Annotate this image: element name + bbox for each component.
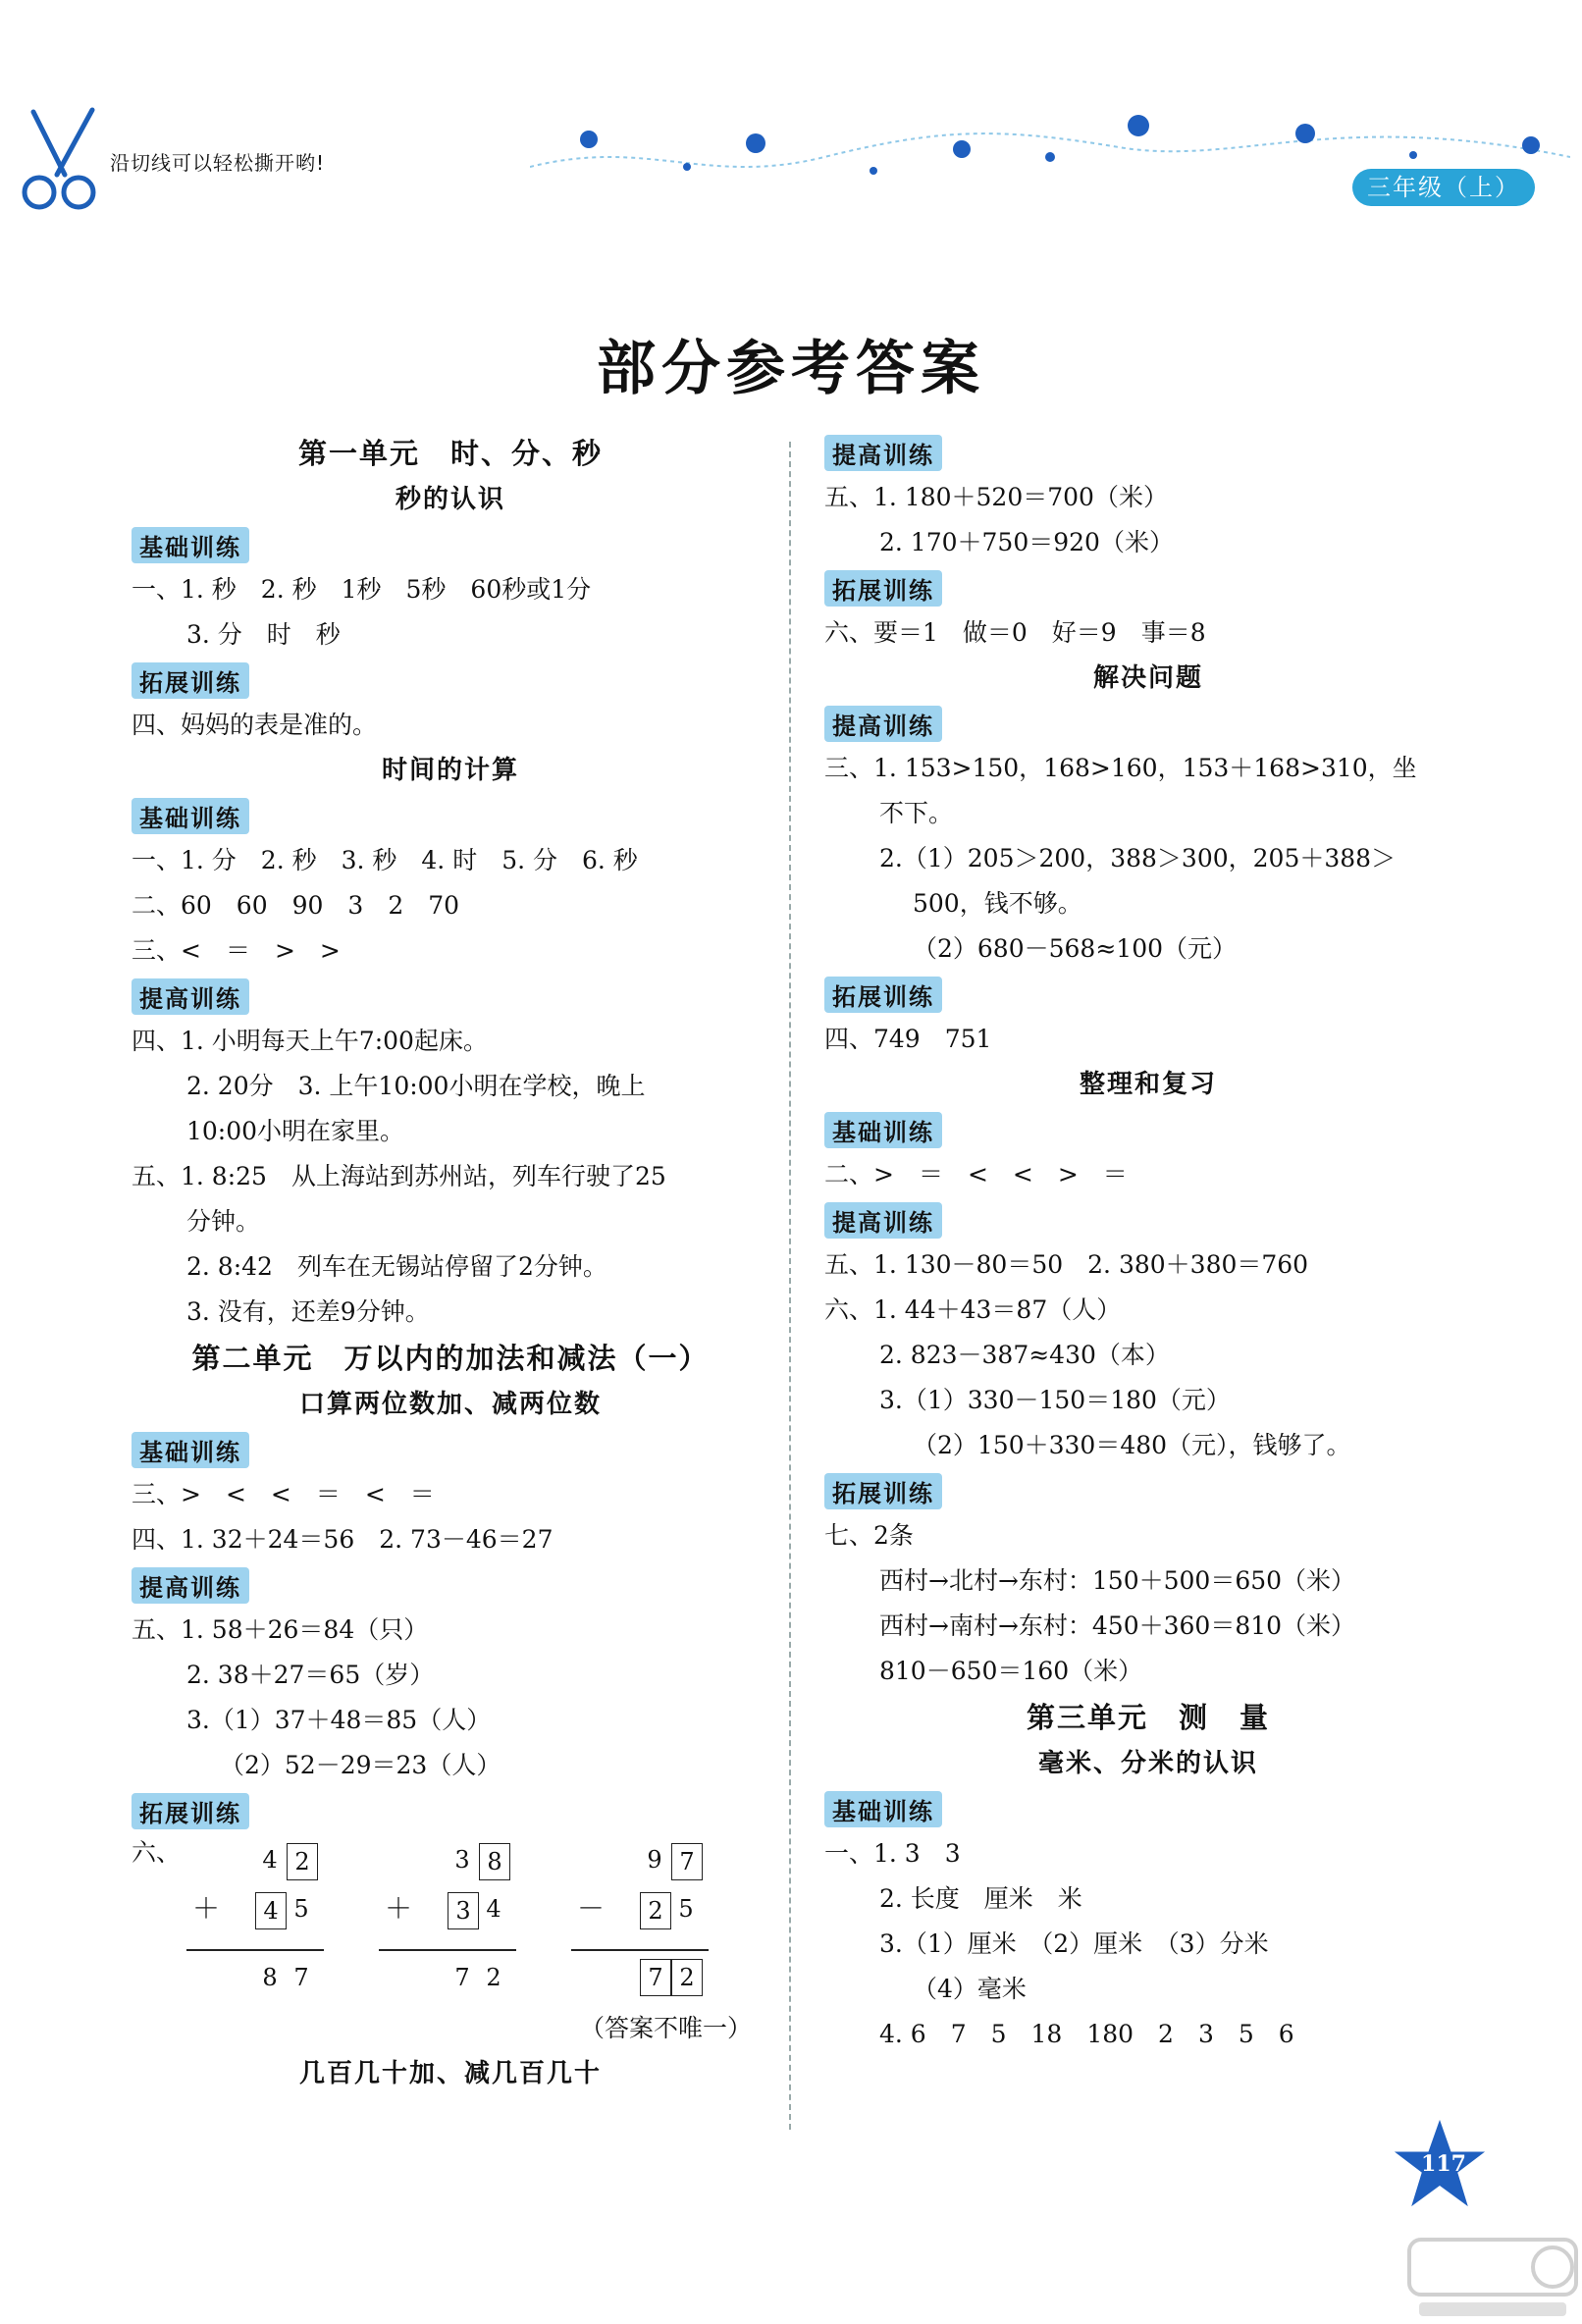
answer-line: 810－650＝160（米） xyxy=(879,1657,1143,1685)
answer-line: 分钟。 xyxy=(186,1207,261,1236)
digit: 3 xyxy=(454,1846,470,1874)
vertical-problem xyxy=(571,1843,709,2010)
note: （答案不唯一） xyxy=(579,2014,752,2042)
answer-line: 四、1. 32＋24＝56 2. 73－46＝27 xyxy=(132,1525,554,1554)
answer-line: 3. 没有，还差9分钟。 xyxy=(186,1297,430,1326)
difference-line xyxy=(571,1949,709,1951)
vertical-problem xyxy=(379,1843,516,2010)
left-column xyxy=(132,430,769,2096)
answer-line: 一、1. 分 2. 秒 3. 秒 4. 时 5. 分 6. 秒 xyxy=(132,846,638,874)
answer-line: （4）毫米 xyxy=(913,1975,1027,2003)
exercise-tag: 拓展训练 xyxy=(824,1473,942,1509)
tear-hint: 沿切线可以轻松撕开哟! xyxy=(110,151,326,175)
exercise-tag: 拓展训练 xyxy=(132,1793,249,1829)
exercise-tag: 提高训练 xyxy=(132,1567,249,1604)
digit: 4 xyxy=(486,1895,501,1923)
answer-line: 2. 8:42 列车在无锡站停留了2分钟。 xyxy=(186,1252,607,1281)
answer-line: 六、要＝1 做＝0 好＝9 事＝8 xyxy=(824,618,1206,647)
answer-line: 三、1. 153>150，168>160，153＋168>310，坐 xyxy=(824,754,1417,782)
operator: ＋ xyxy=(192,1892,221,1925)
section-heading: 时间的计算 xyxy=(381,756,519,785)
exercise-tag: 拓展训练 xyxy=(824,977,942,1013)
answer-line: 六、1. 44＋43＝87（人） xyxy=(824,1295,1122,1324)
answer-line: 3.（1）330－150＝180（元） xyxy=(879,1386,1231,1414)
page-number: 117 xyxy=(1421,2151,1466,2177)
answer-line: 四、1. 小明每天上午7:00起床。 xyxy=(132,1027,488,1055)
answer-line: 三、> < < ＝ < ＝ xyxy=(132,1480,435,1508)
digit: 7 xyxy=(293,1964,309,1991)
section-heading: 毫米、分米的认识 xyxy=(1037,1749,1258,1778)
answer-line: 七、2条 xyxy=(824,1521,914,1550)
answer-line: （2）150＋330＝480（元），钱够了。 xyxy=(913,1431,1351,1459)
answer-line: 五、1. 130－80＝50 2. 380＋380＝760 xyxy=(824,1250,1309,1279)
exercise-tag: 提高训练 xyxy=(824,706,942,742)
right-column xyxy=(824,430,1472,2057)
digit: 5 xyxy=(293,1895,309,1923)
digit: 9 xyxy=(647,1846,662,1874)
answer-line: 2. 823－387≈430（本） xyxy=(879,1341,1170,1369)
exercise-tag: 提高训练 xyxy=(824,1202,942,1239)
sum-line xyxy=(379,1949,516,1951)
answer-line: 3.（1）厘米 （2）厘米 （3）分米 xyxy=(879,1929,1269,1958)
answer-line: 四、妈妈的表是准的。 xyxy=(132,711,378,739)
answer-line: 二、60 60 90 3 2 70 xyxy=(132,891,460,920)
answer-line: 10:00小明在家里。 xyxy=(186,1117,405,1145)
digit-box: 7 xyxy=(671,1843,703,1880)
vertical-problem xyxy=(186,1843,324,2010)
digit-box: 2 xyxy=(671,1959,703,1996)
answer-line: 2. 170＋750＝920（米） xyxy=(879,528,1174,556)
sum-line xyxy=(186,1949,324,1951)
answer-line: 五、1. 58＋26＝84（只） xyxy=(132,1615,429,1644)
exercise-tag: 提高训练 xyxy=(132,978,249,1015)
answer-line: 五、1. 8:25 从上海站到苏州站，列车行驶了25 xyxy=(132,1162,666,1190)
grade-badge: 三年级（上） xyxy=(1352,169,1535,206)
answer-line: 不下。 xyxy=(879,799,954,827)
answer-line: 四、749 751 xyxy=(824,1025,992,1053)
answer-line: 一、1. 3 3 xyxy=(824,1839,961,1868)
unit-heading: 第三单元 测 量 xyxy=(1026,1701,1270,1734)
answer-line: 4. 6 7 5 18 180 2 3 5 6 xyxy=(879,2020,1294,2048)
answer-line: 三、< ＝ > > xyxy=(132,936,341,965)
digit: 7 xyxy=(454,1964,470,1991)
vertical-arithmetic-block xyxy=(132,1833,769,2006)
answer-line: 2. 20分 3. 上午10:00小明在学校，晚上 xyxy=(186,1072,646,1100)
operator: ＋ xyxy=(385,1892,413,1925)
answer-line: 西村→北村→东村：150＋500＝650（米） xyxy=(879,1566,1356,1595)
column-divider xyxy=(789,442,791,2130)
exercise-tag: 拓展训练 xyxy=(132,662,249,699)
unit-heading: 第二单元 万以内的加法和减法（一） xyxy=(191,1342,710,1375)
answer-line: 二、> ＝ < < > ＝ xyxy=(824,1160,1128,1188)
answer-line: 3.（1）37＋48＝85（人） xyxy=(186,1706,492,1734)
answer-line: 3. 分 时 秒 xyxy=(186,620,341,649)
scissors-icon xyxy=(14,106,108,214)
digit-box: 4 xyxy=(255,1892,287,1929)
answer-line: 2. 38＋27＝65（岁） xyxy=(186,1661,435,1689)
page-title: 部分参考答案 xyxy=(597,335,985,403)
digit-box: 8 xyxy=(479,1843,510,1880)
exercise-tag: 基础训练 xyxy=(824,1112,942,1148)
exercise-tag: 基础训练 xyxy=(132,1432,249,1468)
exercise-tag: 拓展训练 xyxy=(824,570,942,607)
section-heading: 秒的认识 xyxy=(395,485,505,514)
answer-line: （2）680－568≈100（元） xyxy=(913,934,1238,963)
answer-line: 五、1. 180＋520＝700（米） xyxy=(824,483,1168,511)
answer-line: 一、1. 秒 2. 秒 1秒 5秒 60秒或1分 xyxy=(132,575,592,604)
digit: 2 xyxy=(486,1964,501,1991)
exercise-tag: 基础训练 xyxy=(824,1791,942,1827)
unit-heading: 第一单元 时、分、秒 xyxy=(297,437,603,470)
answer-line: 2.（1）205＞200，388＞300，205＋388＞ xyxy=(879,844,1397,872)
section-heading: 几百几十加、减几百几十 xyxy=(298,2059,602,2088)
answer-line: 500，钱不够。 xyxy=(913,889,1082,918)
digit-box: 7 xyxy=(640,1959,671,1996)
digit-box: 3 xyxy=(448,1892,479,1929)
answer-line: （2）52－29＝23（人） xyxy=(220,1751,501,1779)
answer-line: 2. 长度 厘米 米 xyxy=(879,1884,1082,1913)
digit-box: 2 xyxy=(640,1892,671,1929)
answer-line: 六、 xyxy=(132,1838,182,1867)
exercise-tag: 提高训练 xyxy=(824,435,942,471)
operator: － xyxy=(577,1892,606,1925)
answer-line: 西村→南村→东村：450＋360＝810（米） xyxy=(879,1611,1356,1640)
digit: 4 xyxy=(262,1846,278,1874)
digit-box: 2 xyxy=(287,1843,318,1880)
exercise-tag: 基础训练 xyxy=(132,798,249,834)
exercise-tag: 基础训练 xyxy=(132,527,249,563)
watermark-logo-icon xyxy=(1405,2230,1582,2324)
digit: 8 xyxy=(262,1964,278,1991)
section-heading: 口算两位数加、减两位数 xyxy=(298,1390,602,1419)
section-heading: 整理和复习 xyxy=(1079,1070,1217,1099)
section-heading: 解决问题 xyxy=(1092,663,1203,693)
digit: 5 xyxy=(678,1895,694,1923)
